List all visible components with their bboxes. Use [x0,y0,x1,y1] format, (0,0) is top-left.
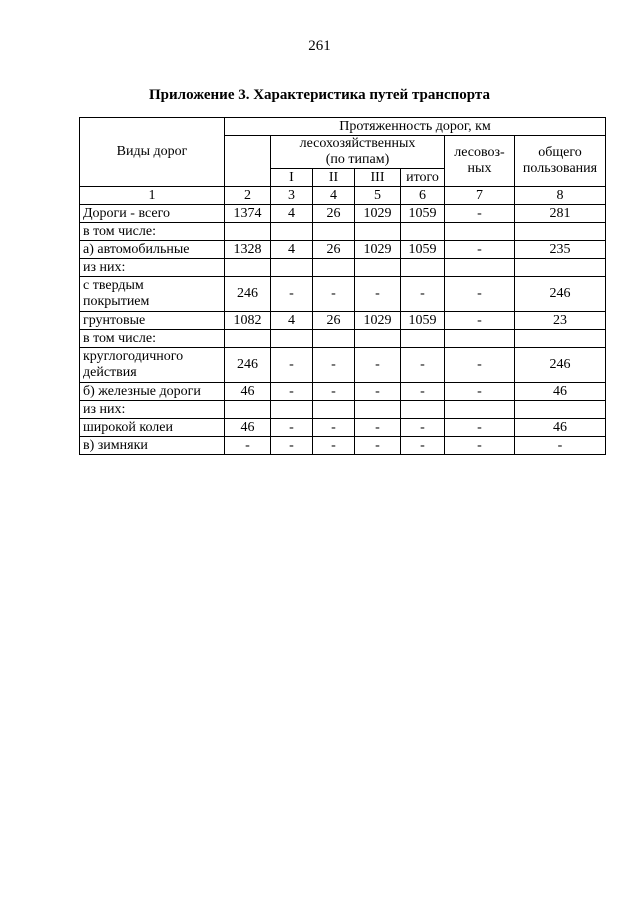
value-cell: - [271,383,313,401]
road-type-name-line: широкой колеи [83,419,173,435]
road-type-name-line: б) железные дороги [83,383,201,399]
road-type-name-line: в том числе: [83,330,156,346]
value-cell [401,259,445,277]
road-type-name [80,205,225,223]
header-empty-cell [225,136,271,187]
value-cell: 1059 [401,312,445,330]
value-cell: - [355,277,401,312]
value-cell: 1029 [355,312,401,330]
road-type-name-line: покрытием [83,294,150,309]
road-type-name-line: Дороги - всего [83,205,170,221]
header-forestry-line1: лесохозяйственных [299,136,416,151]
value-cell [445,330,515,348]
value-cell [515,223,606,241]
value-cell [445,223,515,241]
value-cell [225,223,271,241]
value-cell: - [313,437,355,455]
value-cell: 23 [515,312,606,330]
table-row [80,223,606,241]
header-road-types: Виды дорог [80,118,225,187]
header-logging-line2: ных [467,161,492,176]
value-cell: 26 [313,312,355,330]
value-cell [271,401,313,419]
value-cell: - [445,419,515,437]
value-cell: 26 [313,241,355,259]
value-cell: 46 [225,419,271,437]
value-cell [445,259,515,277]
header-logging [445,136,515,187]
value-cell [355,259,401,277]
header-public-line2: пользования [522,161,598,176]
header-type-1: I [271,169,313,187]
value-cell: 246 [225,277,271,312]
value-cell: 4 [271,241,313,259]
road-type-name-line: круглогодичного [83,349,184,364]
road-type-name [80,401,225,419]
document-title: Приложение 3. Характеристика путей транспорта [149,87,490,103]
table-row [80,330,606,348]
road-type-name-line: с твердым [83,278,144,293]
table-row [80,401,606,419]
value-cell: 281 [515,205,606,223]
table-row [80,383,606,401]
value-cell [271,223,313,241]
value-cell [355,401,401,419]
value-cell [313,401,355,419]
column-number: 8 [515,187,606,205]
road-type-name [80,223,225,241]
value-cell: 246 [515,277,606,312]
road-type-name-line: грунтовые [83,312,146,328]
value-cell: 1029 [355,241,401,259]
road-type-name-line: в) зимняки [83,437,148,453]
value-cell: - [401,383,445,401]
road-type-name [80,348,225,383]
value-cell: - [401,437,445,455]
header-public [515,136,606,187]
value-cell: - [445,437,515,455]
value-cell: 4 [271,205,313,223]
value-cell [515,330,606,348]
header-forestry-line2: (по типам) [325,152,390,167]
value-cell: 1059 [401,241,445,259]
value-cell [401,223,445,241]
value-cell [401,401,445,419]
value-cell: - [355,419,401,437]
value-cell: - [355,383,401,401]
value-cell [225,259,271,277]
column-number: 4 [313,187,355,205]
value-cell: 26 [313,205,355,223]
value-cell [313,259,355,277]
value-cell: 4 [271,312,313,330]
page-number: 261 [308,38,331,54]
value-cell [445,401,515,419]
value-cell [355,330,401,348]
value-cell: 246 [225,348,271,383]
value-cell: - [313,419,355,437]
column-number: 5 [355,187,401,205]
table-row [80,205,606,223]
column-number: 7 [445,187,515,205]
value-cell [313,223,355,241]
table-row [80,259,606,277]
column-number: 3 [271,187,313,205]
road-type-name-line: из них: [83,259,126,275]
roads-table [79,117,606,455]
value-cell: - [313,277,355,312]
table-row [80,277,606,312]
value-cell [355,223,401,241]
value-cell: - [515,437,606,455]
header-type-2: II [313,169,355,187]
value-cell: - [271,277,313,312]
road-type-name [80,330,225,348]
value-cell: - [355,348,401,383]
value-cell: - [445,205,515,223]
value-cell: - [401,277,445,312]
column-numbers-row [80,187,606,205]
value-cell: - [445,312,515,330]
header-length: Протяженность дорог, км [225,118,606,136]
table-body [80,118,606,455]
road-type-name [80,277,225,312]
value-cell [225,401,271,419]
value-cell: - [445,383,515,401]
road-type-name-line: действия [83,365,137,380]
value-cell: - [445,241,515,259]
header-type-3: III [355,169,401,187]
value-cell [271,330,313,348]
value-cell: 1059 [401,205,445,223]
column-number: 6 [401,187,445,205]
value-cell: 46 [225,383,271,401]
table-row [80,241,606,259]
value-cell: 1082 [225,312,271,330]
value-cell: 46 [515,383,606,401]
column-number: 1 [80,187,225,205]
header-public-line1: общего [538,145,582,160]
table-row [80,348,606,383]
table-row [80,312,606,330]
value-cell: 46 [515,419,606,437]
road-type-name [80,383,225,401]
value-cell [225,330,271,348]
value-cell [271,259,313,277]
road-type-name-line: а) автомобильные [83,241,190,257]
value-cell: - [445,277,515,312]
header-forestry [271,136,445,169]
table-row [80,437,606,455]
value-cell: - [225,437,271,455]
table-row [80,419,606,437]
value-cell: - [271,419,313,437]
value-cell: - [445,348,515,383]
value-cell: - [401,419,445,437]
value-cell: - [401,348,445,383]
road-type-name [80,241,225,259]
road-type-name-line: из них: [83,401,126,417]
road-type-name [80,437,225,455]
value-cell: 246 [515,348,606,383]
value-cell: - [313,383,355,401]
value-cell: - [271,437,313,455]
value-cell: 1029 [355,205,401,223]
value-cell [401,330,445,348]
header-logging-line1: лесовоз- [454,145,505,160]
column-number: 2 [225,187,271,205]
road-type-name [80,419,225,437]
header-row-1 [80,118,606,136]
value-cell [515,401,606,419]
value-cell: - [271,348,313,383]
value-cell: - [313,348,355,383]
value-cell: - [355,437,401,455]
value-cell: 1328 [225,241,271,259]
value-cell [515,259,606,277]
value-cell [313,330,355,348]
header-total: итого [401,169,445,187]
road-type-name-line: в том числе: [83,223,156,239]
value-cell: 235 [515,241,606,259]
road-type-name [80,259,225,277]
value-cell: 1374 [225,205,271,223]
road-type-name [80,312,225,330]
